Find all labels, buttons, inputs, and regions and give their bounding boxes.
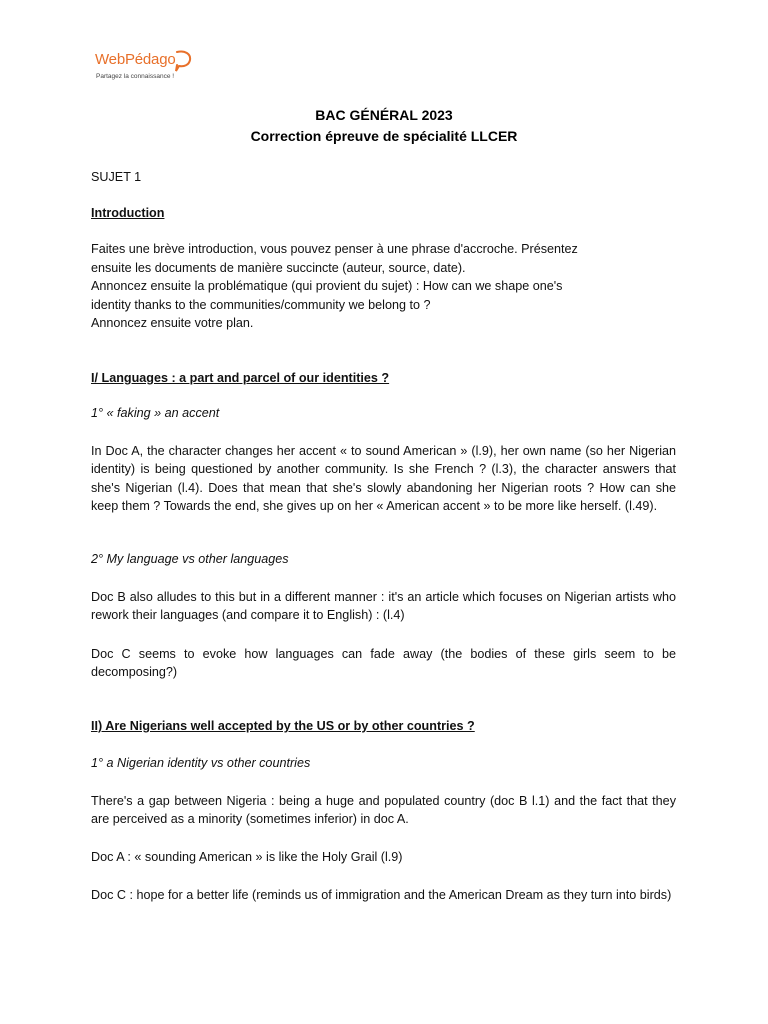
speech-bubble-icon [174,50,192,72]
part2-paragraph-2: Doc A : « sounding American » is like the Holy Grail (l.9) [91,850,403,864]
part1-paragraph-2: Doc B also alludes to this but in a different manner : it's an article which focuses on Nigerian artists who rework their languages (and compare it to English) : (l.4) [91,590,676,623]
subject-label: SUJET 1 [91,170,142,184]
part2-paragraph-3: Doc C : hope for a better life (reminds us of immigration and the American Dream as they turn into birds) [91,888,672,902]
part1-subheading-1: 1° « faking » an accent [91,406,220,420]
part1-heading: I/ Languages : a part and parcel of our identities ? [91,371,390,385]
document-title: BAC GÉNÉRAL 2023 [315,107,453,123]
part1-paragraph-3: Doc C seems to evoke how languages can fade away (the bodies of these girls seem to be decomposing?) [91,647,676,680]
part1-paragraph-1: In Doc A, the character changes her accent « to sound American » (l.9), her own name (so her Nigerian identity) is being questioned by another community. Is she French ? (l.3), the character answers that she's Nigerian (l.4). Does that mean that she's slowly abandoning her Nigerian roots ? How can she keep them ? Towards the end, she gives up on her « American accent » to be more like herself. (l.49). [91,444,676,513]
part1-subheading-2: 2° My language vs other languages [91,552,289,566]
logo-tagline: Partagez la connaissance ! [96,73,175,80]
intro-line: Annoncez ensuite votre plan. [91,316,254,330]
part2-paragraph-1: There's a gap between Nigeria : being a huge and populated country (doc B l.1) and the fact that they are perceived as a minority (sometimes inferior) in doc A. [91,794,676,827]
part2-heading: II) Are Nigerians well accepted by the US or by other countries ? [91,719,475,733]
intro-line: Faites une brève introduction, vous pouvez penser à une phrase d'accroche. Présentez [91,242,578,256]
intro-line: ensuite les documents de manière succincte (auteur, source, date). [91,260,466,275]
logo-name: WebPédago [95,51,176,68]
intro-line: Annoncez ensuite la problématique (qui provient du sujet) : How can we shape one's [91,279,563,293]
intro-heading: Introduction [91,206,165,220]
part2-subheading-1: 1° a Nigerian identity vs other countries [91,756,311,770]
webpedago-logo [95,47,205,87]
document-subtitle: Correction épreuve de spécialité LLCER [250,128,518,144]
intro-line: identity thanks to the communities/community we belong to ? [91,297,431,312]
